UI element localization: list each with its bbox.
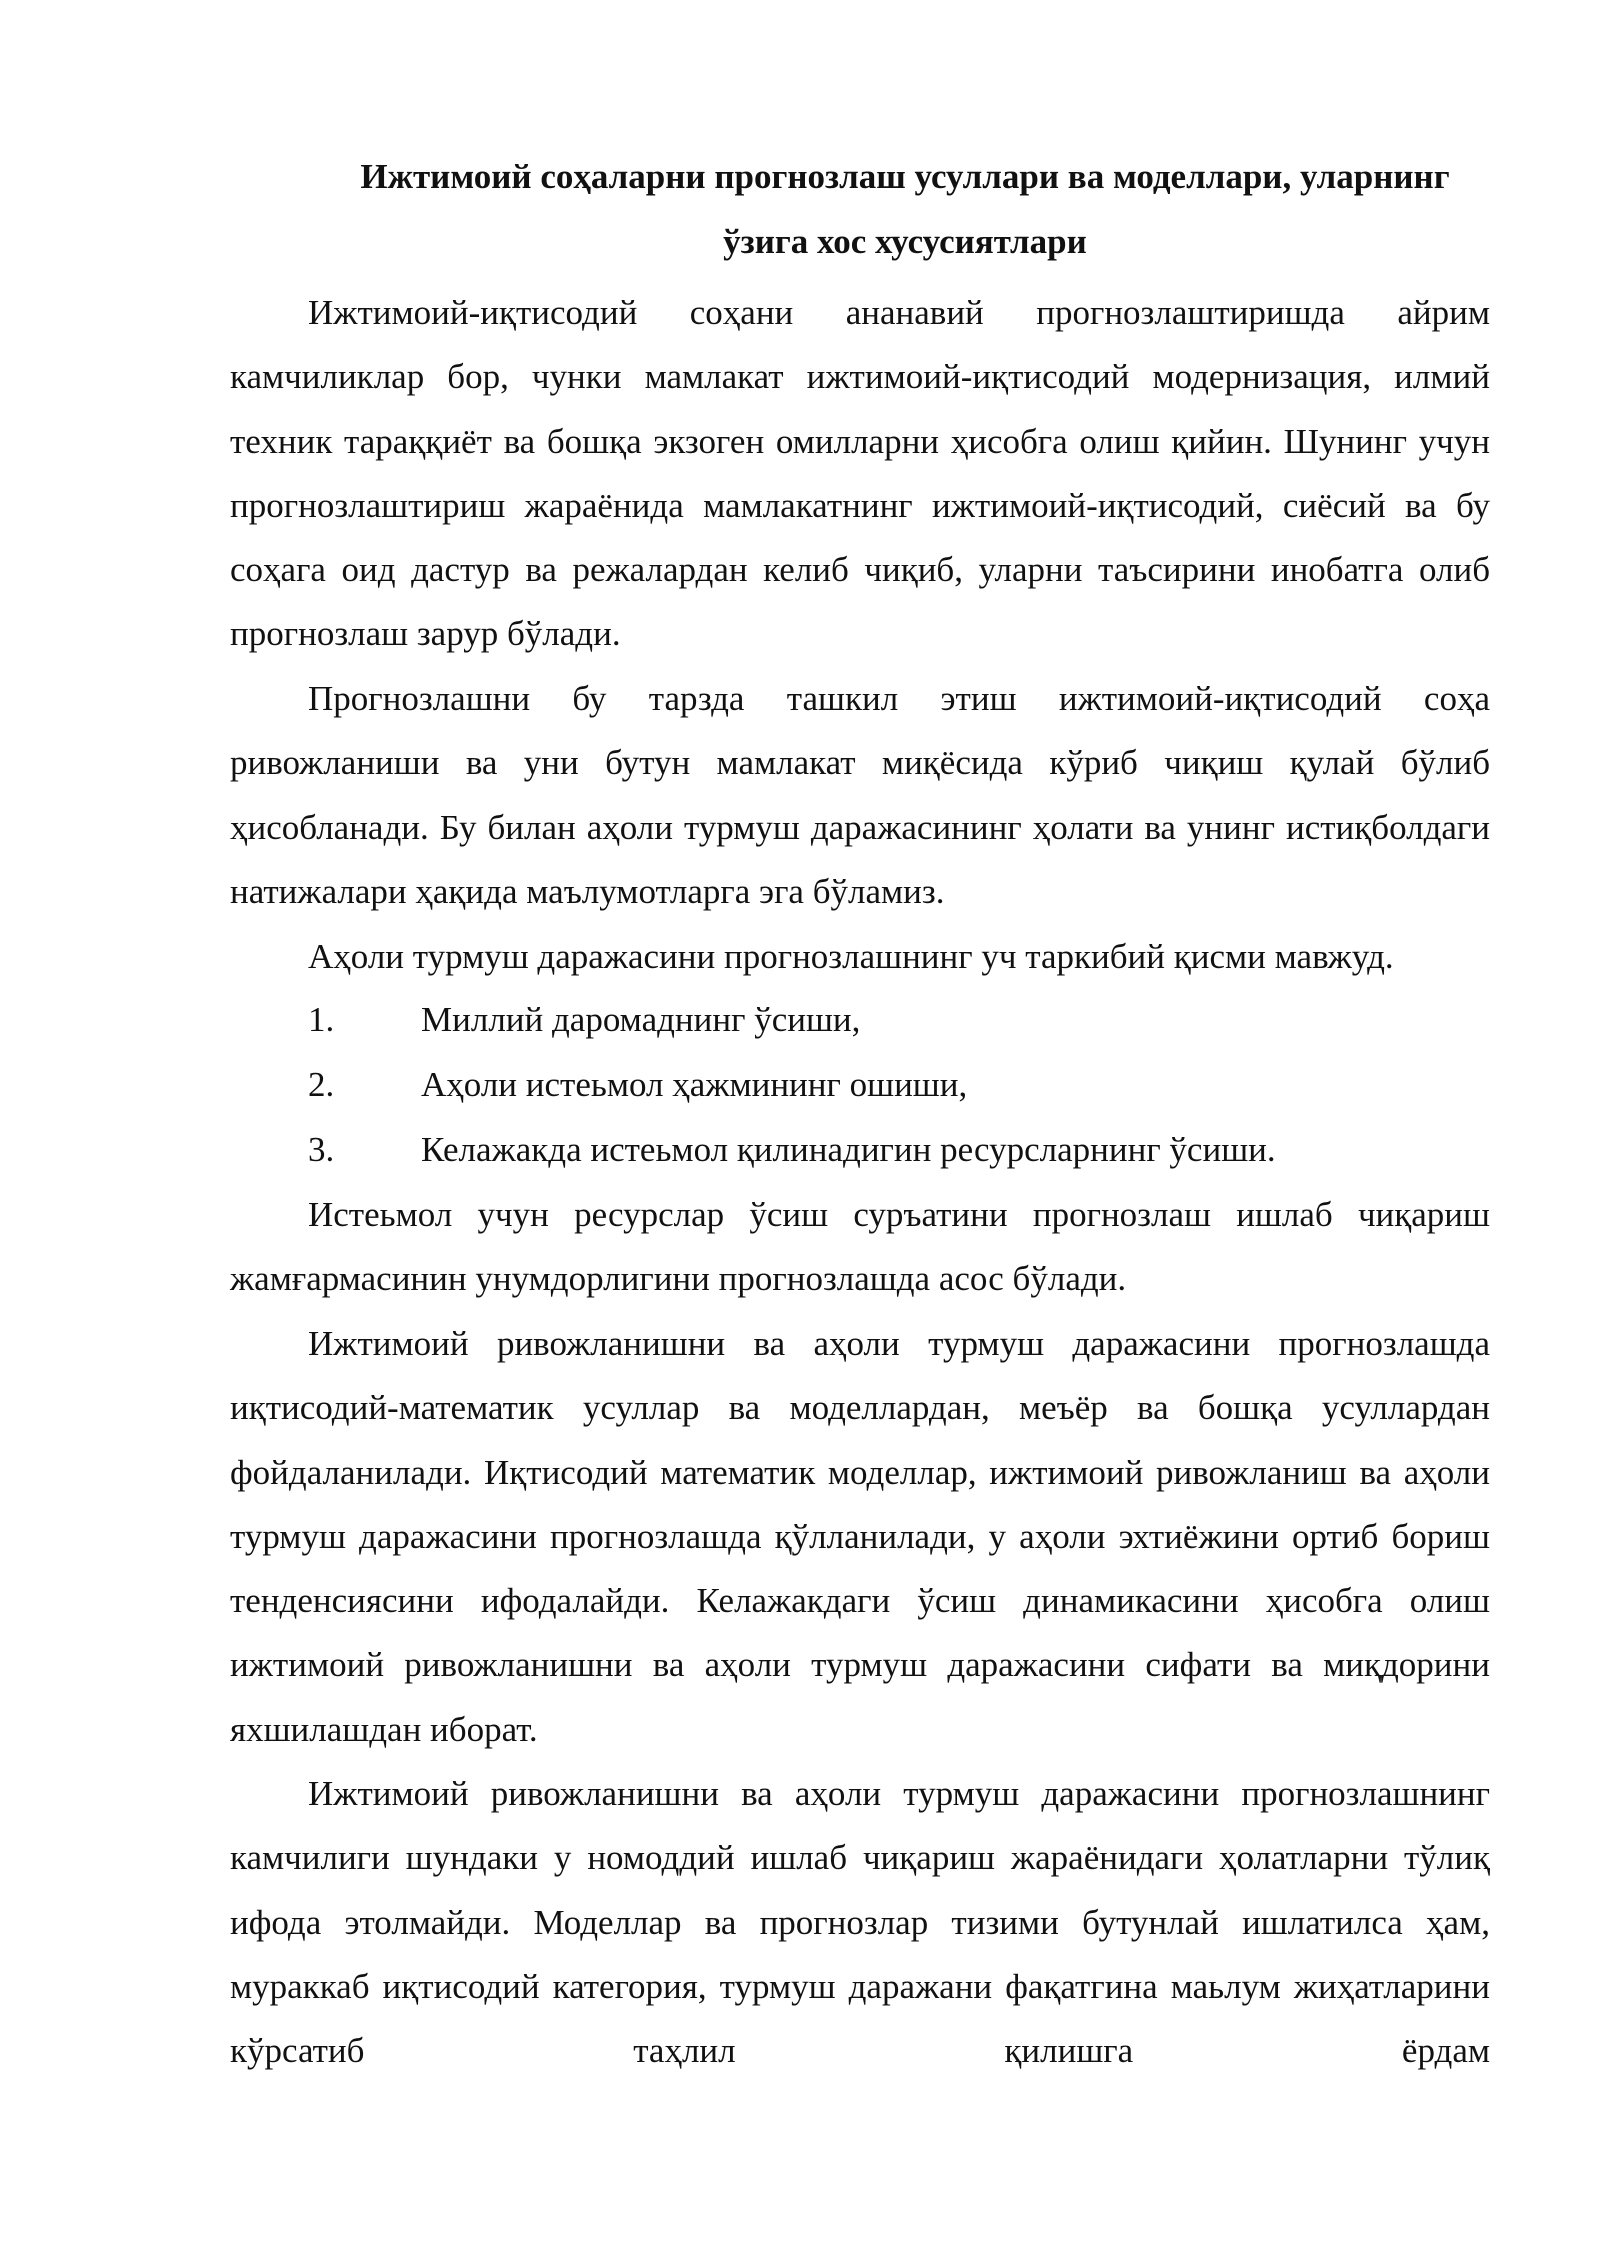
list-text: Миллий даромаднинг ўсиши, [421, 1000, 861, 1039]
list-number: 2. [308, 1065, 335, 1104]
list-number: 3. [308, 1130, 335, 1169]
document-title-line-1: Ижтимоий соҳаларни прогнозлаш усуллари ва моделлари, уларнинг [360, 157, 1450, 196]
list-item-3 [308, 1130, 1490, 1170]
list-item-1 [308, 1000, 1490, 1040]
list-text: Аҳоли истеьмол ҳажмининг ошиши, [421, 1065, 968, 1104]
document-title-line-2: ўзига хос хусусиятлари [723, 222, 1087, 261]
list-text: Келажакда истеьмол қилинадигин ресурсларнинг ўсиши. [421, 1130, 1276, 1169]
paragraph-4: Истеьмол учун ресурслар ўсиш суръатини прогнозлаш ишлаб чиқариш жамғармасинин унумдорлигини прогнозлашда асос бўлади. [230, 1195, 1490, 1299]
list-number: 1. [308, 1000, 335, 1039]
list-item-2 [308, 1065, 1490, 1105]
paragraph-2: Прогнозлашни бу тарзда ташкил этиш ижтимоий-иқтисодий соҳа ривожланиши ва уни бутун мамлакат миқёсида кўриб чиқиш қулай бўлиб ҳисобланади. Бу билан аҳоли турмуш даражасининг ҳолати ва унинг истиқболдаги натижалари ҳақида маълумотларга эга бўламиз. [230, 679, 1490, 911]
paragraph-5: Ижтимоий ривожланишни ва аҳоли турмуш даражасини прогнозлашда иқтисодий-математик усуллар ва моделлардан, меъёр ва бошқа усуллардан фойдаланилади. Иқтисодий математик моделлар, ижтимоий ривожланиш ва аҳоли турмуш даражасини прогнозлашда қўлланилади, у аҳоли эхтиёжини ортиб бориш тенденсиясини ифодалайди. Келажакдаги ўсиш динамикасини ҳисобга олиш ижтимоий ривожланишни ва аҳоли турмуш даражасини сифати ва миқдорини яхшилашдан иборат. [230, 1324, 1490, 1749]
paragraph-1: Ижтимоий-иқтисодий соҳани ананавий прогнозлаштиришда айрим камчиликлар бор, чунки мамлакат ижтимоий-иқтисодий модернизация, илмий техник тараққиёт ва бошқа экзоген омилларни ҳисобга олиш қийин. Шунинг учун прогнозлаштириш жараёнида мамлакатнинг ижтимоий-иқтисодий, сиёсий ва бу соҳага оид дастур ва режалардан келиб чиқиб, уларни таъсирини инобатга олиб прогнозлаш зарур бўлади. [230, 293, 1490, 654]
paragraph-6: Ижтимоий ривожланишни ва аҳоли турмуш даражасини прогнозлашнинг камчилиги шундаки у номоддий ишлаб чиқариш жараёнидаги ҳолатларни тўлиқ ифода этолмайди. Моделлар ва прогнозлар тизими бутунлай ишлатилса ҳам, мураккаб иқтисодий категория, турмуш даражани фақатгина маьлум жиҳатларини кўрсатиб таҳлил қилишга ёрдам [230, 1774, 1490, 2071]
paragraph-3: Аҳоли турмуш даражасини прогнозлашнинг уч таркибий қисми мавжуд. [308, 937, 1394, 976]
